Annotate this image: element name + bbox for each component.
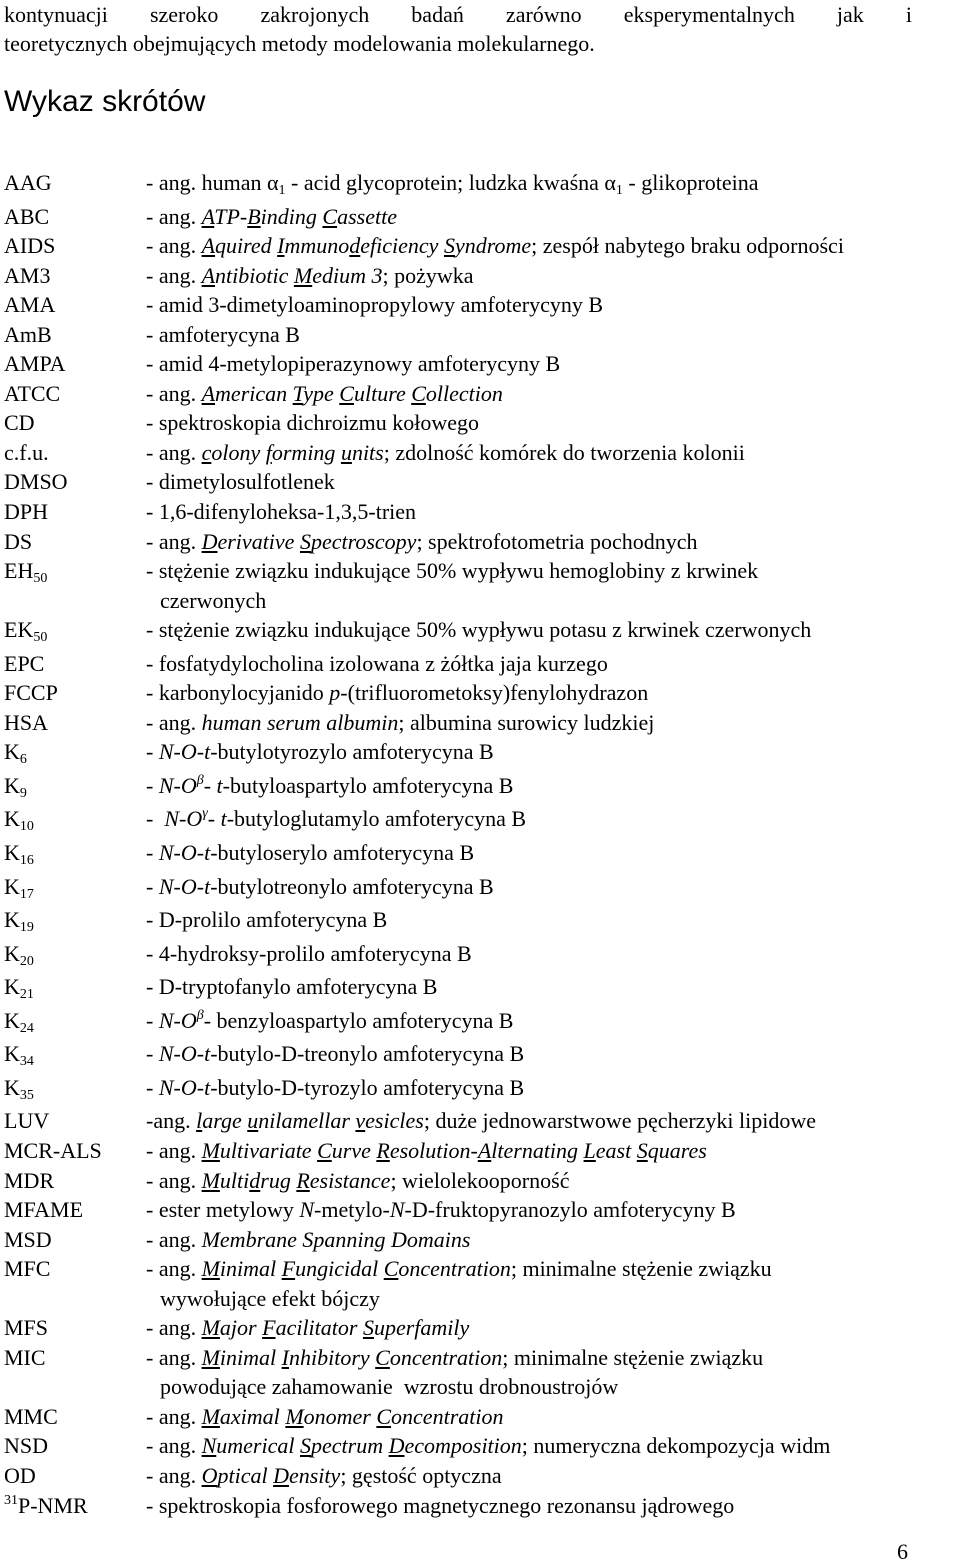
abbreviation-row [0, 771, 960, 805]
abbreviation-term: $K_9$ [4, 772, 27, 801]
abbreviation-definition [146, 838, 960, 872]
definition-text: - amid 4-metylopiperazynowy amfoterycyny B [146, 351, 561, 377]
abbreviation-definition [146, 1195, 960, 1225]
abbreviation-row [0, 1006, 960, 1040]
definition-text: - karbonylocyjanido p-(trifluorometoksy)fenylohydrazon [146, 680, 649, 706]
abbreviation-term: AMA [4, 292, 56, 318]
abbreviation-term: AMPA [4, 351, 66, 377]
abbreviation-definition [146, 1225, 960, 1255]
definition-text: - ang. Derivative Spectroscopy; spektrofotometria pochodnych [146, 528, 698, 554]
definition-text: - ang. colony forming units; zdolność komórek do tworzenia kolonii [146, 439, 745, 465]
abbreviation-term: $K_{17}$ [4, 873, 34, 902]
abbreviation-definition [146, 1136, 960, 1166]
definition-text: - ang. American Type Culture Collection [146, 380, 503, 406]
page-number: 6 [897, 1539, 908, 1564]
definition-text: - D-tryptofanylo amfoterycyna B [146, 974, 438, 1000]
abbreviation-row [0, 737, 960, 771]
abbreviation-term: ATCC [4, 380, 61, 406]
abbreviation-term: AIDS [4, 233, 56, 259]
abbreviation-term: MFAME [4, 1197, 84, 1223]
abbreviation-definition [146, 556, 960, 615]
abbreviation-definition [146, 379, 960, 409]
definition-text: - ang. human $\alpha_1$ - acid glycoprotein; ludzka kwaśna $\alpha_1$ - glikoproteina [146, 170, 759, 198]
abbreviation-definition [146, 1491, 960, 1525]
abbreviation-row [0, 1491, 960, 1525]
abbreviation-definition [146, 804, 960, 838]
intro-paragraph [4, 0, 912, 58]
definition-text: - ang. Optical Density; gęstość optyczna [146, 1462, 502, 1488]
abbreviation-row [0, 1225, 960, 1255]
definition-text: - ang. ATP-Binding Cassette [146, 203, 397, 229]
abbreviation-row [0, 872, 960, 906]
abbreviation-term: NSD [4, 1433, 49, 1459]
definition-text: - stężenie związku indukujące 50% wypływu potasu z krwinek czerwonych [146, 617, 812, 643]
definition-text: - spektroskopia dichroizmu kołowego [146, 410, 479, 436]
abbreviation-row [0, 1461, 960, 1491]
abbreviation-term: $^{31}$P-NMR [4, 1492, 88, 1518]
intro-line-2: teoretycznych obejmujących metody modelowania molekularnego. [4, 31, 595, 56]
definition-text: - ang. Numerical Spectrum Decomposition; numeryczna dekompozycja widm [146, 1433, 831, 1459]
definition-continuation: czerwonych [160, 587, 267, 613]
abbreviation-term: MDR [4, 1167, 55, 1193]
abbreviation-row [0, 290, 960, 320]
definition-text: -ang. large unilamellar vesicles; duże jednowarstwowe pęcherzyki lipidowe [146, 1108, 817, 1134]
definition-text: - N-O-t-butylo-D-tyrozylo amfoterycyna B [146, 1074, 525, 1100]
abbreviation-definition [146, 202, 960, 232]
abbreviation-term: MCR-ALS [4, 1137, 102, 1163]
abbreviation-definition [146, 320, 960, 350]
abbreviation-definition [146, 737, 960, 771]
definition-text: - fosfatydylocholina izolowana z żółtka jaja kurzego [146, 650, 608, 676]
abbreviation-row [0, 408, 960, 438]
abbreviation-term: DMSO [4, 469, 68, 495]
abbreviation-term: EPC [4, 650, 45, 676]
abbreviation-term: $K_{19}$ [4, 907, 34, 936]
abbreviation-term: $K_6$ [4, 739, 27, 768]
abbreviation-term: MMC [4, 1403, 58, 1429]
abbreviation-row [0, 438, 960, 468]
abbreviation-definition [146, 168, 960, 202]
definition-text: - N-O-t-butylotreonylo amfoterycyna B [146, 873, 494, 899]
abbreviation-row [0, 1195, 960, 1225]
definition-text: - $N-O^\beta-$ t-butyloaspartylo amfoterycyna B [146, 772, 514, 798]
abbreviation-row [0, 1073, 960, 1107]
abbreviation-term: FCCP [4, 680, 58, 706]
abbreviation-term: $K_{20}$ [4, 940, 34, 969]
abbreviation-definition [146, 438, 960, 468]
abbreviation-term: AM3 [4, 262, 51, 288]
abbreviation-definition [146, 1343, 960, 1402]
definition-text: - ang. Multidrug Resistance; wielolekooporność [146, 1167, 570, 1193]
abbreviation-row [0, 649, 960, 679]
abbreviation-row [0, 838, 960, 872]
abbreviation-definition [146, 1313, 960, 1343]
definition-text: - D-prolilo amfoterycyna B [146, 907, 388, 933]
abbreviation-definition [146, 1402, 960, 1432]
abbreviation-row [0, 261, 960, 291]
definition-text: - ang. human serum albumin; albumina surowicy ludzkiej [146, 709, 655, 735]
abbreviation-definition [146, 349, 960, 379]
abbreviation-term: MFC [4, 1256, 51, 1282]
definition-text: - amid 3-dimetyloaminopropylowy amfoterycyny B [146, 292, 604, 318]
abbreviation-definition [146, 678, 960, 708]
definition-continuation: powodujące zahamowanie wzrostu drobnoustrojów [160, 1374, 619, 1400]
abbreviation-row [0, 467, 960, 497]
abbreviation-definition [146, 905, 960, 939]
abbreviation-definition [146, 1073, 960, 1107]
abbreviation-row [0, 1106, 960, 1136]
definition-text: - N-O-t-butyloserylo amfoterycyna B [146, 840, 475, 866]
abbreviation-definition [146, 1254, 960, 1313]
definition-text: - $N-O^\gamma-$ t-butyloglutamylo amfoterycyna B [146, 806, 527, 832]
abbreviation-definition [146, 408, 960, 438]
abbreviation-row [0, 1313, 960, 1343]
abbreviation-row [0, 905, 960, 939]
abbreviation-definition [146, 527, 960, 557]
abbreviation-row [0, 349, 960, 379]
abbreviation-definition [146, 1106, 960, 1136]
abbreviation-definition [146, 615, 960, 649]
definition-continuation: wywołujące efekt bójczy [160, 1285, 380, 1311]
abbreviation-definition [146, 972, 960, 1006]
definition-text: - ang. Major Facilitator Superfamily [146, 1315, 470, 1341]
definition-text: - 1,6-difenyloheksa-1,3,5-trien [146, 499, 417, 525]
abbreviation-term: MIC [4, 1344, 46, 1370]
abbreviation-definition [146, 290, 960, 320]
abbreviation-row [0, 678, 960, 708]
abbreviation-row [0, 497, 960, 527]
abbreviation-term: MSD [4, 1226, 52, 1252]
abbreviation-row [0, 1166, 960, 1196]
intro-line-1: kontynuacji szeroko zakrojonych badań zarówno eksperymentalnych jak i [4, 2, 912, 27]
abbreviation-row [0, 202, 960, 232]
definition-text: - 4-hydroksy-prolilo amfoterycyna B [146, 940, 472, 966]
abbreviation-term: OD [4, 1462, 36, 1488]
abbreviation-term: $K_{24}$ [4, 1007, 34, 1036]
abbreviation-row [0, 1254, 960, 1313]
abbreviation-row [0, 1136, 960, 1166]
abbreviation-definition [146, 649, 960, 679]
abbreviation-definition [146, 939, 960, 973]
abbreviation-definition [146, 1166, 960, 1196]
abbreviation-term: AAG [4, 170, 52, 195]
abbreviation-term: $K_{34}$ [4, 1041, 34, 1070]
abbreviation-row [0, 1343, 960, 1402]
definition-text: - N-O-t-butylotyrozylo amfoterycyna B [146, 739, 494, 765]
abbreviation-definition [146, 1431, 960, 1461]
abbreviation-term: $K_{16}$ [4, 840, 34, 869]
abbreviation-term: $K_{21}$ [4, 974, 34, 1003]
definition-text: - ang. Minimal Fungicidal Concentration; minimalne stężenie związku [146, 1256, 772, 1282]
abbreviation-row [0, 1402, 960, 1432]
abbreviation-row [0, 168, 960, 202]
abbreviation-definition [146, 1039, 960, 1073]
section-heading: Wykaz skrótów [4, 85, 206, 118]
abbreviation-term: CD [4, 410, 35, 436]
definition-text: - N-O-t-butylo-D-treonylo amfoterycyna B [146, 1041, 525, 1067]
definition-text: - ang. Maximal Monomer Concentration [146, 1403, 504, 1429]
abbreviation-row [0, 708, 960, 738]
definition-text: - ang. Minimal Inhibitory Concentration; minimalne stężenie związku [146, 1344, 764, 1370]
abbreviation-row [0, 231, 960, 261]
abbreviation-definition [146, 1006, 960, 1040]
abbreviation-term: HSA [4, 709, 49, 735]
definition-text: - ang. Antibiotic Medium 3; pożywka [146, 262, 474, 288]
definition-text: - spektroskopia fosforowego magnetycznego rezonansu jądrowego [146, 1492, 735, 1518]
abbreviation-row [0, 804, 960, 838]
abbreviation-row [0, 527, 960, 557]
abbreviation-definition [146, 872, 960, 906]
definition-text: - $N-O^\beta-$ benzyloaspartylo amfoterycyna B [146, 1007, 514, 1033]
abbreviation-term: $K_{35}$ [4, 1074, 34, 1103]
definition-text: - stężenie związku indukujące 50% wypływu hemoglobiny z krwinek [146, 558, 759, 584]
definition-text: - amfoterycyna B [146, 321, 300, 347]
abbreviation-definition [146, 261, 960, 291]
abbreviation-row [0, 320, 960, 350]
definition-text: - ester metylowy N-metylo-N-D-fruktopyranozylo amfoterycyny B [146, 1197, 736, 1223]
definition-text: - ang. Multivariate Curve Resolution-Alternating Least Squares [146, 1137, 707, 1163]
abbreviation-row [0, 1431, 960, 1461]
abbreviation-row [0, 556, 960, 615]
abbreviation-term: $K_{10}$ [4, 806, 34, 835]
abbreviation-term: AmB [4, 321, 52, 347]
abbreviation-term: DS [4, 528, 33, 554]
abbreviation-row [0, 615, 960, 649]
abbreviation-term: $EK_{50}$ [4, 617, 48, 646]
abbreviation-definition [146, 467, 960, 497]
definition-text: - ang. Aquired Immunodeficiency Syndrome; zespół nabytego braku odporności [146, 233, 844, 259]
abbreviation-list [0, 168, 960, 1524]
definition-text: - dimetylosulfotlenek [146, 469, 335, 495]
abbreviation-term: c.f.u. [4, 439, 49, 465]
abbreviation-definition [146, 1461, 960, 1491]
abbreviation-term: ABC [4, 203, 50, 229]
definition-text: - ang. Membrane Spanning Domains [146, 1226, 471, 1252]
abbreviation-term: $EH_{50}$ [4, 558, 48, 587]
abbreviation-row [0, 379, 960, 409]
abbreviation-definition [146, 708, 960, 738]
abbreviation-definition [146, 497, 960, 527]
abbreviation-term: LUV [4, 1108, 50, 1134]
abbreviation-definition [146, 231, 960, 261]
abbreviation-row [0, 939, 960, 973]
abbreviation-definition [146, 771, 960, 805]
abbreviation-term: MFS [4, 1315, 49, 1341]
abbreviation-row [0, 1039, 960, 1073]
abbreviation-term: DPH [4, 499, 49, 525]
abbreviation-row [0, 972, 960, 1006]
